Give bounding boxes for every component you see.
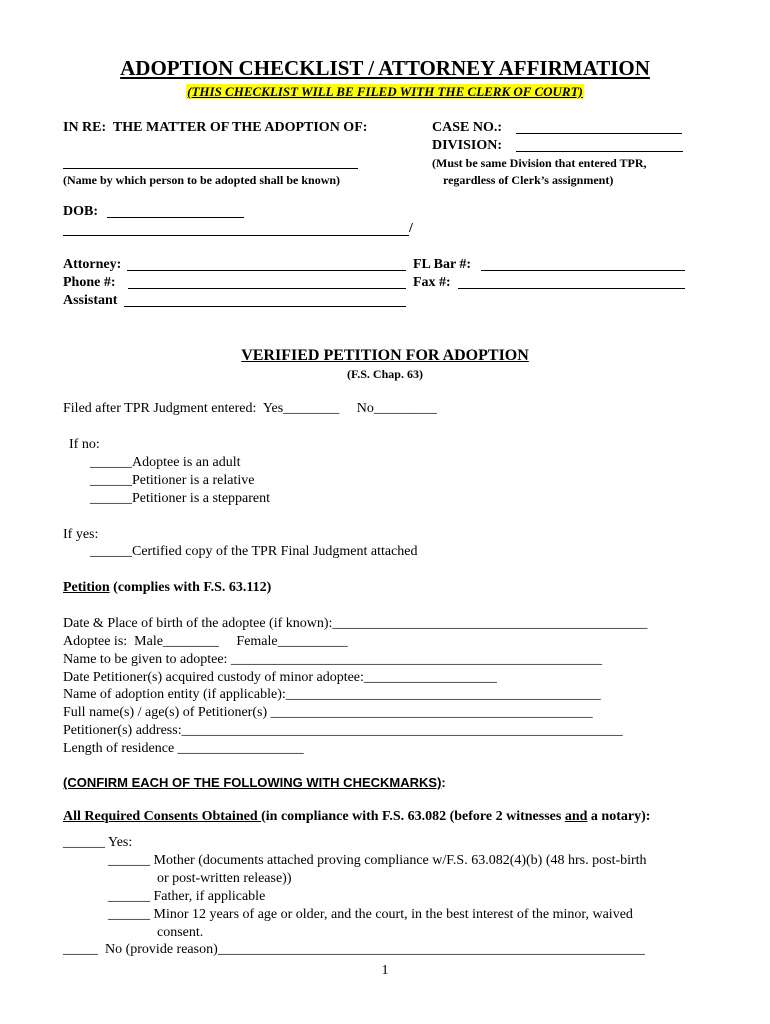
page-number: 1 bbox=[381, 963, 389, 978]
consents-rest-2: a notary): bbox=[587, 809, 651, 824]
field-residence-length: Length of residence __________________ bbox=[63, 741, 304, 756]
consent-mother: ______ Mother (documents attached proving compliance w/F.S. 63.082(4)(b) (48 hrs. post-birth bbox=[108, 853, 647, 868]
fl-bar-label: FL Bar #: bbox=[413, 257, 472, 272]
confirm-instruction bbox=[63, 776, 446, 789]
field-birth: Date & Place of birth of the adoptee (if known):_____________________________________________ bbox=[63, 616, 648, 631]
consent-no-line: _____ No (provide reason)_____________________________________________________________ bbox=[63, 942, 645, 957]
slash-mark: / bbox=[409, 221, 413, 236]
field-petitioner-names: Full name(s) / age(s) of Petitioner(s) ______________________________________________ bbox=[63, 705, 593, 720]
assistant-label: Assistant bbox=[63, 293, 118, 308]
consents-label: All Required Consents Obtained bbox=[63, 809, 262, 824]
no-item-adult: ______Adoptee is an adult bbox=[90, 455, 241, 470]
consents-and: and bbox=[564, 809, 588, 824]
division-line[interactable] bbox=[516, 151, 683, 152]
field-adoption-entity: Name of adoption entity (if applicable):_____________________________________________ bbox=[63, 687, 601, 702]
consent-minor: ______ Minor 12 years of age or older, and the court, in the best interest of the minor, waived bbox=[108, 907, 633, 922]
no-item-stepparent: ______Petitioner is a stepparent bbox=[90, 491, 271, 506]
division-note-1: (Must be same Division that entered TPR, bbox=[432, 156, 647, 170]
fax-label: Fax #: bbox=[413, 275, 451, 290]
subtitle-highlight: (THIS CHECKLIST WILL BE FILED WITH THE CLERK OF COURT) bbox=[187, 84, 583, 99]
yes-item-tpr-copy: ______Certified copy of the TPR Final Judgment attached bbox=[90, 544, 418, 559]
if-no-label: If no: bbox=[69, 437, 100, 452]
consent-father: ______ Father, if applicable bbox=[108, 889, 266, 904]
consents-heading bbox=[63, 810, 650, 824]
case-no-line[interactable] bbox=[516, 133, 682, 134]
consent-minor-cont: consent. bbox=[157, 925, 204, 940]
dob-second-line[interactable] bbox=[63, 235, 409, 236]
statute-reference: (F.S. Chap. 63) bbox=[347, 367, 423, 381]
field-petitioner-address: Petitioner(s) address:_______________________________________________________________ bbox=[63, 723, 623, 738]
filed-after-tpr: Filed after TPR Judgment entered: Yes________ No_________ bbox=[63, 401, 437, 416]
division-label: DIVISION: bbox=[432, 138, 503, 153]
adoptee-name-note: (Name by which person to be adopted shall be known) bbox=[63, 173, 341, 187]
phone-line[interactable] bbox=[128, 288, 406, 289]
adoptee-name-line[interactable] bbox=[63, 168, 358, 169]
fax-line[interactable] bbox=[458, 288, 685, 289]
field-name-given: Name to be given to adoptee: _____________________________________________________ bbox=[63, 652, 602, 667]
case-no-label: CASE NO.: bbox=[432, 120, 503, 135]
field-custody-date: Date Petitioner(s) acquired custody of minor adoptee:___________________ bbox=[63, 670, 497, 685]
petition-label: Petition bbox=[63, 580, 110, 595]
field-sex: Adoptee is: Male________ Female__________ bbox=[63, 634, 348, 649]
confirm-text: (CONFIRM EACH OF THE FOLLOWING WITH CHECKMARKS) bbox=[63, 775, 442, 790]
assistant-line[interactable] bbox=[124, 306, 406, 307]
phone-label: Phone #: bbox=[63, 275, 116, 290]
section-heading: VERIFIED PETITION FOR ADOPTION bbox=[241, 347, 529, 364]
consent-mother-cont: or post-written release)) bbox=[157, 871, 292, 886]
consents-rest-1: (in compliance with F.S. 63.082 (before 2 witnesses bbox=[261, 809, 565, 824]
confirm-colon: : bbox=[441, 775, 446, 790]
in-re-label: IN RE: THE MATTER OF THE ADOPTION OF: bbox=[63, 120, 368, 135]
fl-bar-line[interactable] bbox=[481, 270, 685, 271]
no-item-relative: ______Petitioner is a relative bbox=[90, 473, 255, 488]
dob-line[interactable] bbox=[107, 217, 244, 218]
document-title: ADOPTION CHECKLIST / ATTORNEY AFFIRMATION bbox=[120, 56, 650, 80]
consent-yes-line: ______ Yes: bbox=[63, 835, 133, 850]
attorney-line[interactable] bbox=[127, 270, 406, 271]
division-note-2: regardless of Clerk’s assignment) bbox=[443, 173, 614, 187]
if-yes-label: If yes: bbox=[63, 527, 99, 542]
document-subtitle bbox=[0, 84, 770, 100]
petition-rest: (complies with F.S. 63.112) bbox=[109, 580, 272, 595]
petition-heading bbox=[63, 581, 271, 595]
attorney-label: Attorney: bbox=[63, 257, 122, 272]
dob-label: DOB: bbox=[63, 204, 98, 219]
